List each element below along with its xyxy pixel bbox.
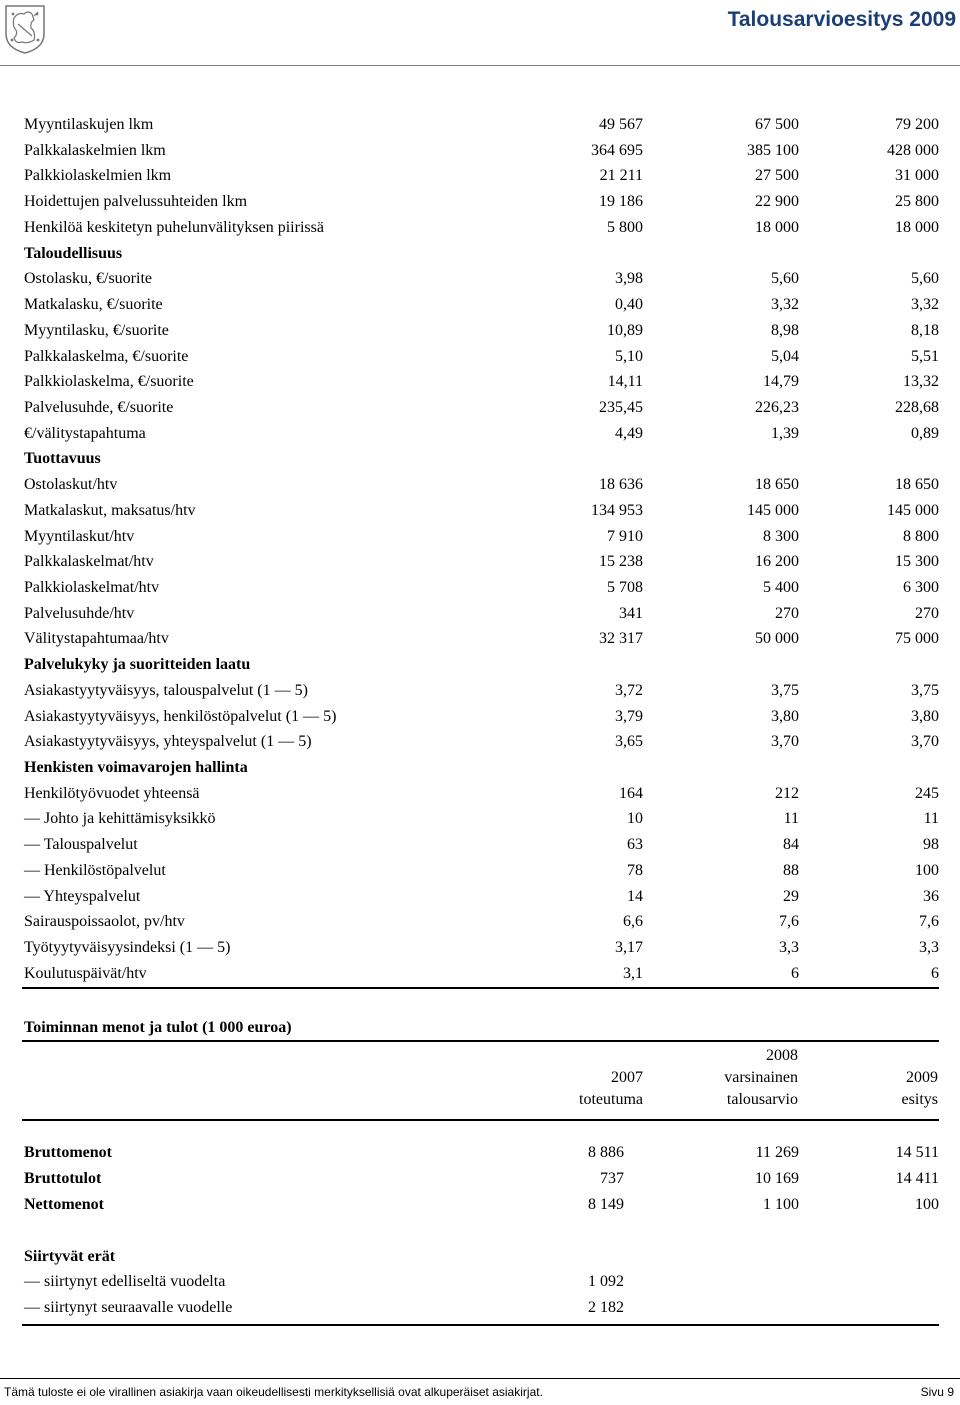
value-2009: 14 411: [895, 1170, 939, 1187]
section-heading-row: [24, 653, 939, 677]
value-2009: 13,32: [903, 373, 939, 391]
row-label: — siirtynyt edelliseltä vuodelta: [24, 1273, 226, 1290]
value-2007: 7 910: [607, 527, 643, 545]
value-2007: 21 211: [599, 167, 643, 185]
value-2007: 164: [619, 784, 643, 802]
table-row: [24, 1270, 939, 1294]
row-label: Asiakastyytyväisyys, henkilöstöpalvelut (1 — 5): [24, 707, 337, 725]
table-row: [24, 473, 939, 497]
row-label: Välitystapahtumaa/htv: [24, 630, 169, 648]
value-2008: 8,98: [771, 321, 799, 339]
table-row: [24, 319, 939, 343]
value-2009: 100: [915, 861, 939, 879]
value-2008: 50 000: [755, 630, 799, 648]
row-label: Palkkiolaskelma, €/suorite: [24, 373, 194, 391]
value-2009: 100: [915, 1196, 939, 1213]
carry-over-title: Siirtyvät erät: [24, 1248, 116, 1265]
row-label: Asiakastyytyväisyys, yhteyspalvelut (1 — 5): [24, 733, 312, 751]
value-2009: 98: [923, 836, 939, 854]
value-2009: 245: [915, 784, 939, 802]
table-row: [24, 962, 939, 986]
row-label: €/välitystapahtuma: [24, 424, 146, 442]
row-label: — Yhteyspalvelut: [24, 887, 141, 905]
table-row: [24, 1296, 939, 1320]
table-row: [24, 550, 939, 574]
table-row: [24, 936, 939, 960]
finance-table-bottom-rule: [22, 1324, 939, 1326]
footer-divider: [0, 1378, 960, 1379]
row-label: Matkalasku, €/suorite: [24, 296, 163, 313]
section-heading-row: [24, 242, 939, 266]
col-header-2008-year: 2008: [766, 1047, 798, 1064]
value-2009: 36: [923, 887, 939, 905]
table-row: [24, 345, 939, 369]
value-2007: 8 149: [588, 1196, 624, 1213]
finance-header-bottom-rule: [22, 1119, 939, 1121]
value-2008: 3,80: [771, 707, 799, 725]
finance-section-title: Toiminnan menot ja tulot (1 000 euroa): [24, 1019, 292, 1036]
value-2009: 8,18: [911, 321, 939, 339]
value-2009: 31 000: [895, 167, 939, 185]
value-2009: 428 000: [887, 141, 939, 159]
value-2009: 18 650: [895, 476, 939, 494]
row-label: Työtyytyväisyysindeksi (1 — 5): [24, 939, 231, 956]
table-row: [24, 396, 939, 420]
value-2008: 27 500: [755, 167, 799, 185]
value-2009: 3,3: [919, 939, 939, 956]
value-2007: 8 886: [588, 1144, 624, 1161]
page-number: Sivu 9: [920, 1385, 954, 1399]
value-2009: 6: [931, 964, 939, 982]
section-heading: Henkisten voimavarojen hallinta: [24, 759, 248, 776]
section-heading: Tuottavuus: [24, 450, 101, 468]
table-row: [24, 267, 939, 291]
value-2008: 88: [783, 861, 799, 879]
value-2008: 5 400: [763, 579, 799, 596]
section-heading-row: [24, 447, 939, 471]
table-row: [24, 422, 939, 446]
table-row: [24, 602, 939, 626]
value-2007: 10,89: [607, 321, 643, 339]
value-2008: 7,6: [779, 913, 799, 931]
section-heading-row: [24, 756, 939, 780]
value-2008: 3,70: [771, 733, 799, 751]
value-2009: 11: [923, 810, 939, 828]
col-header-2007: [579, 1067, 643, 1111]
value-2008: 226,23: [755, 398, 799, 416]
value-2007: 78: [627, 861, 643, 879]
value-2009: 3,75: [911, 681, 939, 699]
value-2007: 235,45: [599, 398, 643, 416]
section-heading: Taloudellisuus: [24, 244, 123, 262]
value-2008: 1 100: [763, 1196, 799, 1213]
table-row: [24, 525, 939, 549]
value-2008: 1,39: [771, 424, 799, 442]
col-header-2009-year: 2009: [906, 1069, 938, 1086]
value-2009: 0,89: [911, 424, 939, 442]
value-2008: 145 000: [747, 501, 799, 519]
table-row: [24, 782, 939, 806]
row-label: Ostolaskut/htv: [24, 476, 118, 494]
col-header-2007-desc: toteutuma: [579, 1091, 643, 1108]
value-2008: 18 650: [755, 476, 799, 494]
table-row: [24, 730, 939, 754]
col-header-2009: [902, 1067, 938, 1111]
lion-coat-of-arms-icon: [4, 4, 46, 54]
value-2007: 18 636: [599, 476, 643, 494]
value-2007: 19 186: [599, 193, 643, 211]
value-2007: 49 567: [599, 116, 643, 133]
footer-disclaimer: Tämä tuloste ei ole virallinen asiakirja vaan oikeudellisesti merkityksellisiä ovat alkuperäiset asiakirjat.: [4, 1385, 543, 1399]
value-2008: 18 000: [755, 218, 799, 236]
row-label: Palkkalaskelmien lkm: [24, 141, 166, 159]
table-row: [24, 807, 939, 831]
value-2007: 3,65: [615, 733, 643, 751]
carry-over-heading-row: [24, 1245, 939, 1269]
value-2009: 270: [915, 604, 939, 622]
value-2008: 5,60: [771, 270, 799, 288]
col-header-2007-year: 2007: [611, 1069, 643, 1086]
row-label: Bruttotulot: [24, 1170, 102, 1187]
row-label: Henkilöä keskitetyn puhelunvälityksen piirissä: [24, 218, 324, 236]
value-2007: 63: [627, 836, 643, 854]
table-row: [24, 1167, 939, 1191]
value-2007: 3,98: [615, 270, 643, 288]
row-label: — Henkilöstöpalvelut: [24, 861, 166, 879]
table-row: [24, 576, 939, 600]
value-2008: 14,79: [763, 373, 799, 391]
value-2009: 15 300: [895, 553, 939, 571]
table-row: [24, 216, 939, 240]
row-label: Sairauspoissaolot, pv/htv: [24, 913, 185, 931]
table-row: [24, 293, 939, 317]
table-row: [24, 164, 939, 188]
value-2009: 75 000: [895, 630, 939, 648]
value-2009: 3,32: [911, 296, 939, 313]
value-2008: 67 500: [755, 116, 799, 133]
value-2009: 18 000: [895, 218, 939, 236]
row-label: Matkalaskut, maksatus/htv: [24, 501, 196, 519]
row-label: Asiakastyytyväisyys, talouspalvelut (1 — 5): [24, 681, 308, 699]
value-2008: 3,3: [779, 939, 799, 956]
row-label: Palkkiolaskelmat/htv: [24, 579, 160, 596]
value-2008: 3,75: [771, 681, 799, 699]
value-2008: 11: [783, 810, 799, 828]
table-row: [24, 910, 939, 934]
value-2008: 11 269: [755, 1144, 799, 1161]
table-row: [24, 190, 939, 214]
table-row: [24, 679, 939, 703]
value-2008: 10 169: [755, 1170, 799, 1187]
col-header-2008: [724, 1045, 798, 1111]
value-2007: 3,72: [615, 681, 643, 699]
value-2007: 5,10: [615, 347, 643, 365]
value-2008: 385 100: [747, 141, 799, 159]
value-2008: 5,04: [771, 347, 799, 365]
value-2007: 5 708: [607, 579, 643, 596]
row-label: Henkilötyövuodet yhteensä: [24, 784, 200, 802]
row-label: — Talouspalvelut: [24, 836, 138, 854]
value-2007: 134 953: [591, 501, 643, 519]
value-2009: 228,68: [895, 398, 939, 416]
table-row: [24, 833, 939, 857]
value-2008: 3,32: [771, 296, 799, 313]
indicator-table-bottom-rule: [22, 987, 939, 989]
col-header-2008-desc1: varsinainen: [724, 1069, 798, 1086]
value-2009: 7,6: [919, 913, 939, 931]
value-2007: 737: [600, 1170, 624, 1187]
value-2007: 14: [627, 887, 643, 905]
value-2009: 25 800: [895, 193, 939, 211]
value-2009: 79 200: [895, 116, 939, 133]
value-2009: 5,51: [911, 347, 939, 365]
row-label: Palvelusuhde/htv: [24, 604, 135, 622]
value-2009: 145 000: [887, 501, 939, 519]
value-2008: 8 300: [763, 527, 799, 545]
table-row: [24, 859, 939, 883]
table-row: [24, 1193, 939, 1217]
row-label: — Johto ja kehittämisyksikkö: [24, 810, 216, 828]
value-2009: 6 300: [903, 579, 939, 596]
row-label: — siirtynyt seuraavalle vuodelle: [24, 1299, 233, 1316]
value-2007: 1 092: [588, 1273, 624, 1290]
value-2007: 3,1: [623, 964, 643, 982]
value-2007: 14,11: [607, 373, 643, 391]
table-row: [24, 627, 939, 651]
value-2008: 270: [775, 604, 799, 622]
row-label: Ostolasku, €/suorite: [24, 270, 152, 288]
table-row: [24, 885, 939, 909]
section-heading: Palvelukyky ja suoritteiden laatu: [24, 656, 251, 674]
value-2009: 5,60: [911, 270, 939, 288]
value-2007: 6,6: [623, 913, 643, 931]
table-row: [24, 1141, 939, 1165]
value-2007: 364 695: [591, 141, 643, 159]
value-2008: 22 900: [755, 193, 799, 211]
value-2009: 8 800: [903, 527, 939, 545]
row-label: Palkkalaskelma, €/suorite: [24, 347, 189, 365]
value-2008: 212: [775, 784, 799, 802]
row-label: Myyntilaskujen lkm: [24, 116, 154, 133]
row-label: Bruttomenot: [24, 1144, 112, 1161]
row-label: Myyntilaskut/htv: [24, 527, 135, 545]
value-2009: 3,80: [911, 707, 939, 725]
value-2007: 2 182: [588, 1299, 624, 1316]
table-row: [24, 370, 939, 394]
table-row: [24, 139, 939, 163]
value-2007: 341: [619, 604, 643, 622]
value-2008: 6: [791, 964, 799, 982]
value-2009: 14 511: [895, 1144, 939, 1161]
value-2007: 15 238: [599, 553, 643, 571]
document-title: Talousarvioesitys 2009: [727, 8, 956, 31]
table-row: [24, 113, 939, 137]
value-2007: 4,49: [615, 424, 643, 442]
finance-header-top-rule: [22, 1040, 939, 1042]
table-row: [24, 499, 939, 523]
value-2009: 3,70: [911, 733, 939, 751]
col-header-2008-desc2: talousarvio: [726, 1091, 798, 1108]
value-2007: 32 317: [599, 630, 643, 648]
value-2007: 10: [627, 810, 643, 828]
value-2007: 3,79: [615, 707, 643, 725]
row-label: Myyntilasku, €/suorite: [24, 321, 169, 339]
value-2008: 16 200: [755, 553, 799, 571]
header-divider: [0, 65, 960, 66]
row-label: Palkkiolaskelmien lkm: [24, 167, 172, 185]
value-2007: 3,17: [615, 939, 643, 956]
table-row: [24, 705, 939, 729]
col-header-2009-desc: esitys: [901, 1091, 938, 1108]
value-2007: 0,40: [615, 296, 643, 313]
value-2008: 29: [783, 887, 799, 905]
value-2008: 84: [783, 836, 799, 854]
row-label: Hoidettujen palvelussuhteiden lkm: [24, 193, 248, 211]
row-label: Koulutuspäivät/htv: [24, 964, 147, 982]
row-label: Palkkalaskelmat/htv: [24, 553, 154, 571]
row-label: Nettomenot: [24, 1196, 104, 1213]
value-2007: 5 800: [607, 218, 643, 236]
row-label: Palvelusuhde, €/suorite: [24, 398, 174, 416]
